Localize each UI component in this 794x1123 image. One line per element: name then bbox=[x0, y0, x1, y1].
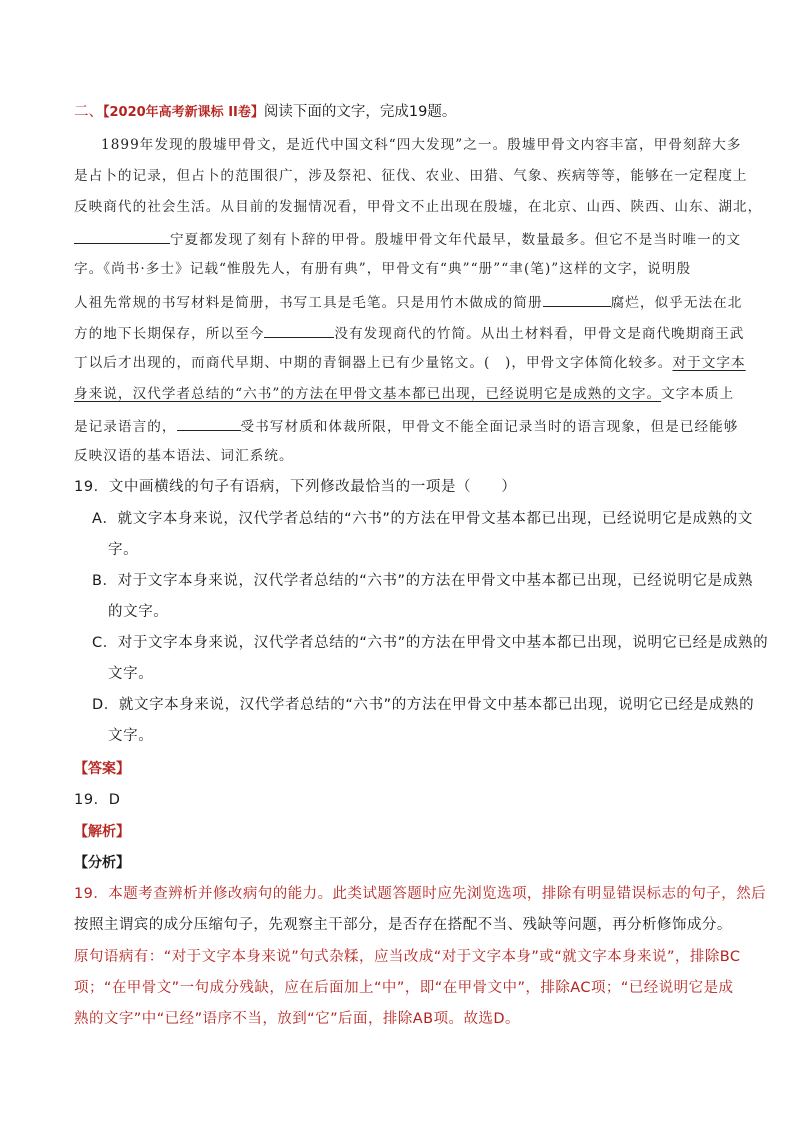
option-c[interactable]: C．对于文字本身来说，汉代学者总结的“六书”的方法在甲骨文中基本都已出现，说明它已经是成熟的 bbox=[92, 635, 769, 651]
passage-line-10-text-a: 是记录语言的， bbox=[74, 419, 177, 435]
passage-line-6-text-b: 腐烂，似乎无法在北 bbox=[610, 295, 743, 311]
option-d[interactable]: D．就文字本身来说，汉代学者总结的“六书”的方法在甲骨文中基本都已出现，说明它已经是成熟的 bbox=[92, 697, 755, 713]
fill-blank-3[interactable] bbox=[264, 323, 334, 338]
fill-blank-1[interactable] bbox=[74, 229, 170, 244]
analysis-line-1: 19．本题考查辨析并修改病句的能力。此类试题答题时应先浏览选项，排除有明显错误标志的句子，然后 bbox=[74, 886, 767, 902]
option-b[interactable]: B．对于文字本身来说，汉代学者总结的“六书”的方法在甲骨文中基本都已出现，已经说明它是成熟 bbox=[92, 573, 753, 589]
passage-line-8 bbox=[74, 354, 746, 372]
passage-line-7-text-b: 没有发现商代的竹简。从出土材料看，甲骨文是商代晚期商王武 bbox=[334, 326, 745, 342]
passage-line-8-text-a: 丁以后才出现的，而商代早期、中期的青铜器上已有少量铭文。( )，甲骨文字体简化较多。 bbox=[74, 355, 673, 371]
analysis-line-3: 原句语病有：“对于文字本身来说”句式杂糅，应当改成“对于文字本身”或“就文字本身来说”，排除BC bbox=[74, 949, 741, 965]
passage-line-2: 是占卜的记录，但占卜的范围很广，涉及祭祀、征伐、农业、田猎、气象、疾病等等，能够在一定程度上 bbox=[74, 168, 748, 184]
passage-line-6-text-a: 人祖先常规的书写材料是简册，书写工具是毛笔。只是用竹木做成的简册 bbox=[74, 295, 543, 311]
passage-line-7-text-a: 方的地下长期保存，所以至今 bbox=[74, 326, 265, 342]
passage-line-3: 反映商代的社会生活。从目前的发掘情况看，甲骨文不止出现在殷墟，在北京、山西、陕西、山东、湖北， bbox=[74, 199, 763, 215]
passage-line-9 bbox=[74, 385, 734, 403]
explanation-label: 【解析】 bbox=[74, 824, 130, 840]
passage-line-5: 字。《尚书·多士》记载“惟殷先人，有册有典”，甲骨文有“典”“册”“聿(笔)”这样的文字，说明殷 bbox=[74, 261, 692, 277]
answer-value: 19．D bbox=[74, 792, 121, 808]
passage-line-6 bbox=[74, 292, 742, 312]
passage-line-4 bbox=[74, 229, 741, 249]
question-stem: 19．文中画横线的句子有语病，下列修改最恰当的一项是（ ） bbox=[74, 479, 517, 495]
answer-label: 【答案】 bbox=[74, 761, 130, 777]
analysis-line-5: 熟的文字”中“已经”语序不当，放到“它”后面，排除AB项。故选D。 bbox=[74, 1011, 520, 1027]
underlined-sentence: 身来说，汉代学者总结的“六书”的方法在甲骨文基本都已出现，已经说明它是成熟的文字。 bbox=[74, 386, 662, 402]
passage-line-10 bbox=[74, 416, 738, 436]
heading-prefix: 二、 bbox=[74, 104, 103, 120]
question-heading bbox=[74, 103, 456, 122]
analysis-label: 【分析】 bbox=[74, 855, 130, 871]
exam-source-tag: 【2020年高考新课标 II卷】 bbox=[103, 105, 264, 120]
option-a-cont: 字。 bbox=[108, 542, 139, 558]
passage-line-1: 1899年发现的殷墟甲骨文，是近代中国文科“四大发现”之一。殷墟甲骨文内容丰富，甲骨刻辞大多 bbox=[101, 137, 742, 153]
option-c-cont: 文字。 bbox=[108, 666, 154, 682]
passage-line-4-text: 宁夏都发现了刻有卜辞的甲骨。殷墟甲骨文年代最早，数量最多。但它不是当时唯一的文 bbox=[170, 232, 742, 248]
fill-blank-4[interactable] bbox=[177, 416, 241, 431]
option-d-cont: 文字。 bbox=[108, 728, 154, 744]
analysis-line-4: 项；“在甲骨文”一句成分残缺，应在后面加上“中”，即“在甲骨文中”，排除AC项；“已经说明它是成 bbox=[74, 980, 734, 996]
option-b-cont: 的文字。 bbox=[108, 604, 169, 620]
passage-line-9-text-b: 文字本质上 bbox=[661, 386, 735, 402]
passage-line-7 bbox=[74, 323, 744, 343]
option-a[interactable]: A．就文字本身来说，汉代学者总结的“六书”的方法在甲骨文基本都已出现，已经说明它是成熟的文 bbox=[92, 511, 753, 527]
fill-blank-2[interactable] bbox=[543, 292, 611, 307]
analysis-line-2: 按照主谓宾的成分压缩句子，先观察主干部分，是否存在搭配不当、残缺等问题，再分析修饰成分。 bbox=[74, 917, 732, 933]
heading-instruction: 阅读下面的文字，完成19题。 bbox=[263, 104, 457, 120]
passage-line-11: 反映汉语的基本语法、词汇系统。 bbox=[74, 448, 294, 464]
underlined-sentence-start: 对于文字本 bbox=[672, 355, 746, 371]
passage-line-10-text-b: 受书写材质和体裁所限，甲骨文不能全面记录当时的语言现象，但是已经能够 bbox=[240, 419, 739, 435]
